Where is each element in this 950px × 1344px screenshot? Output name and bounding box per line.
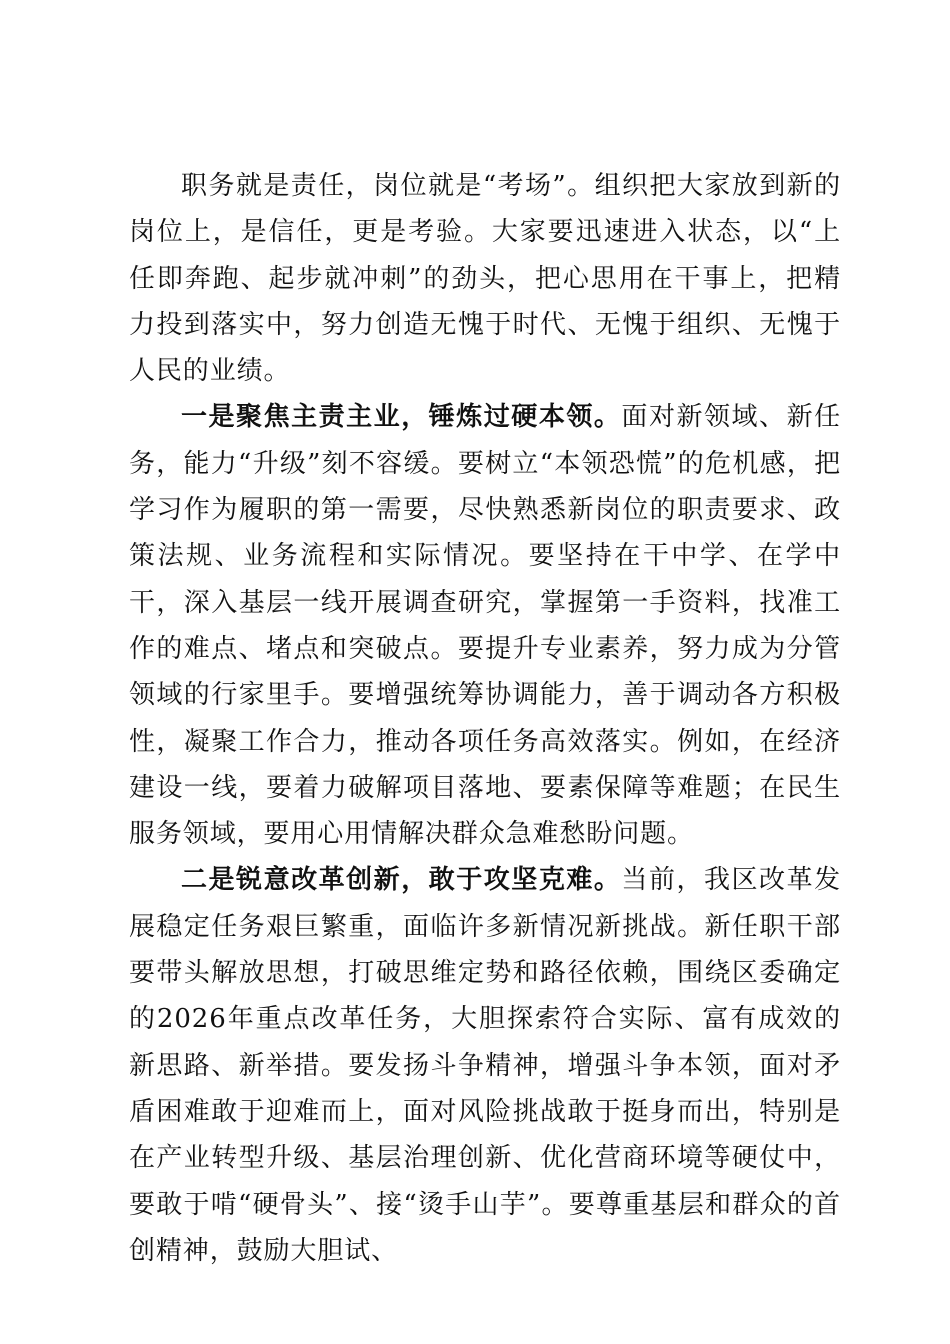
paragraph-text: 当前，我区改革发展稳定任务艰巨繁重，面临许多新情况新挑战。新任职干部要带头解放思想，打破思维定势和路径依赖，围绕区委确定的2026年重点改革任务，大胆探索符合实际、富有成效的新思路、新举措。要发扬斗争精神，增强斗争本领，面对矛盾困难敢于迎难而上，面对风险挑战敢于挺身而出，特别是在产业转型升级、基层治理创新、优化营商环境等硬仗中，要敢于啃“硬骨头”、接“烫手山芋”。要尊重基层和群众的首创精神，鼓励大胆试、	[129, 865, 842, 1266]
paragraph-point-one	[129, 394, 841, 857]
paragraph-lead: 一是聚焦主责主业，锤炼过硬本领。	[181, 402, 622, 433]
paragraph-lead: 二是锐意改革创新，敢于攻坚克难。	[181, 865, 622, 896]
paragraph-text: 面对新领域、新任务，能力“升级”刻不容缓。要树立“本领恐慌”的危机感，把学习作为履职的第一需要，尽快熟悉新岗位的职责要求、政策法规、业务流程和实际情况。要坚持在干中学、在学中干，深入基层一线开展调查研究，掌握第一手资料，找准工作的难点、堵点和突破点。要提升专业素养，努力成为分管领域的行家里手。要增强统筹协调能力，善于调动各方积极性，凝聚工作合力，推动各项任务高效落实。例如，在经济建设一线，要着力破解项目落地、要素保障等难题；在民生服务领域，要用心用情解决群众急难愁盼问题。	[129, 402, 842, 850]
paragraph-intro	[129, 163, 841, 394]
paragraph-text: 职务就是责任，岗位就是“考场”。组织把大家放到新的岗位上，是信任，更是考验。大家要迅速进入状态，以“上任即奔跑、起步就冲刺”的劲头，把心思用在干事上，把精力投到落实中，努力创造无愧于时代、无愧于组织、无愧于人民的业绩。	[129, 171, 841, 387]
document-body	[129, 163, 841, 1274]
paragraph-point-two	[129, 857, 841, 1274]
